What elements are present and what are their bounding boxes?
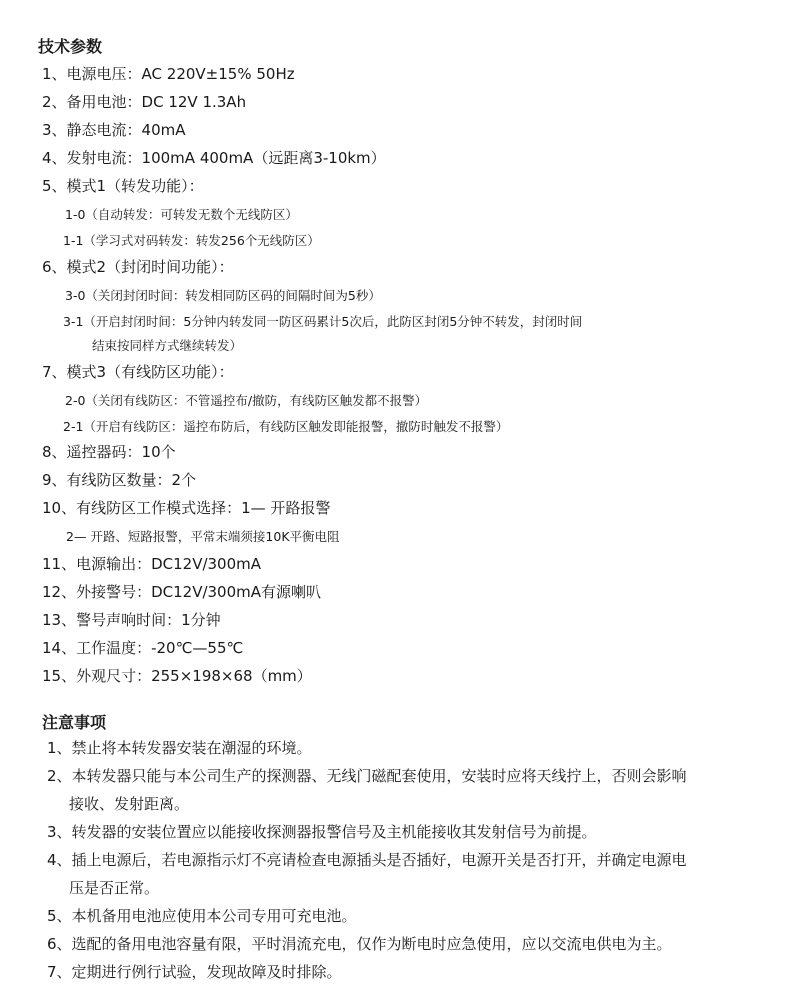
spec-subline: 2-1（开启有线防区：遥控布防后，有线防区触发即能报警，撤防时触发不报警） bbox=[63, 419, 509, 434]
note-line: 6、选配的备用电池容量有限，平时涓流充电，仅作为断电时应急使用，应以交流电供电为主。 bbox=[47, 935, 672, 953]
note-line: 2、本转发器只能与本公司生产的探测器、无线门磁配套使用，安装时应将天线拧上，否则会影响 bbox=[47, 767, 687, 785]
notes-title: 注意事项 bbox=[42, 713, 107, 732]
spec-line: 15、外观尺寸：255×198×68（mm） bbox=[42, 667, 312, 685]
note-line: 7、定期进行例行试验，发现故障及时排除。 bbox=[47, 963, 342, 981]
spec-line: 1、电源电压：AC 220V±15% 50Hz bbox=[42, 65, 295, 83]
note-line: 5、本机备用电池应使用本公司专用可充电池。 bbox=[47, 907, 357, 925]
spec-line: 8、遥控器码：10个 bbox=[42, 443, 176, 461]
note-line: 压是否正常。 bbox=[69, 879, 160, 897]
spec-subline: 2-0（关闭有线防区：不管遥控布/撤防，有线防区触发都不报警） bbox=[65, 393, 428, 408]
note-line: 1、禁止将本转发器安装在潮湿的环境。 bbox=[47, 739, 312, 757]
spec-line: 11、电源输出：DC12V/300mA bbox=[42, 555, 262, 573]
note-line: 3、转发器的安装位置应以能接收探测器报警信号及主机能接收其发射信号为前提。 bbox=[47, 823, 597, 841]
spec-line: 6、模式2（封闭时间功能）： bbox=[42, 258, 234, 276]
spec-line: 14、工作温度：-20℃—55℃ bbox=[42, 639, 244, 657]
spec-line: 7、模式3（有线防区功能）： bbox=[42, 363, 234, 381]
spec-subline: 1-0（自动转发：可转发无数个无线防区） bbox=[65, 207, 298, 222]
spec-subline: 结束按同样方式继续转发） bbox=[92, 338, 243, 353]
spec-subline: 3-1（开启封闭时间：5分钟内转发同一防区码累计5次后，此防区封闭5分钟不转发，封闭时间 bbox=[63, 314, 583, 329]
spec-line: 2、备用电池：DC 12V 1.3Ah bbox=[42, 93, 247, 111]
spec-line: 3、静态电流：40mA bbox=[42, 121, 186, 139]
spec-subline: 1-1（学习式对码转发：转发256个无线防区） bbox=[63, 233, 320, 248]
spec-line: 10、有线防区工作模式选择：1— 开路报警 bbox=[42, 499, 331, 517]
spec-subline: 2— 开路、短路报警，平常末端须接10K平衡电阻 bbox=[66, 529, 340, 544]
specs-title: 技术参数 bbox=[38, 37, 103, 56]
note-line: 接收、发射距离。 bbox=[69, 795, 190, 813]
spec-line: 13、警号声响时间：1分钟 bbox=[42, 611, 221, 629]
spec-line: 5、模式1（转发功能）： bbox=[42, 177, 204, 195]
spec-line: 9、有线防区数量：2个 bbox=[42, 471, 197, 489]
spec-subline: 3-0（关闭封闭时间：转发相同防区码的间隔时间为5秒） bbox=[65, 288, 381, 303]
spec-line: 12、外接警号：DC12V/300mA有源喇叭 bbox=[42, 583, 322, 601]
note-line: 4、插上电源后，若电源指示灯不亮请检查电源插头是否插好，电源开关是否打开，并确定电源电 bbox=[47, 851, 687, 869]
spec-line: 4、发射电流：100mA 400mA（远距离3-10km） bbox=[42, 149, 386, 167]
